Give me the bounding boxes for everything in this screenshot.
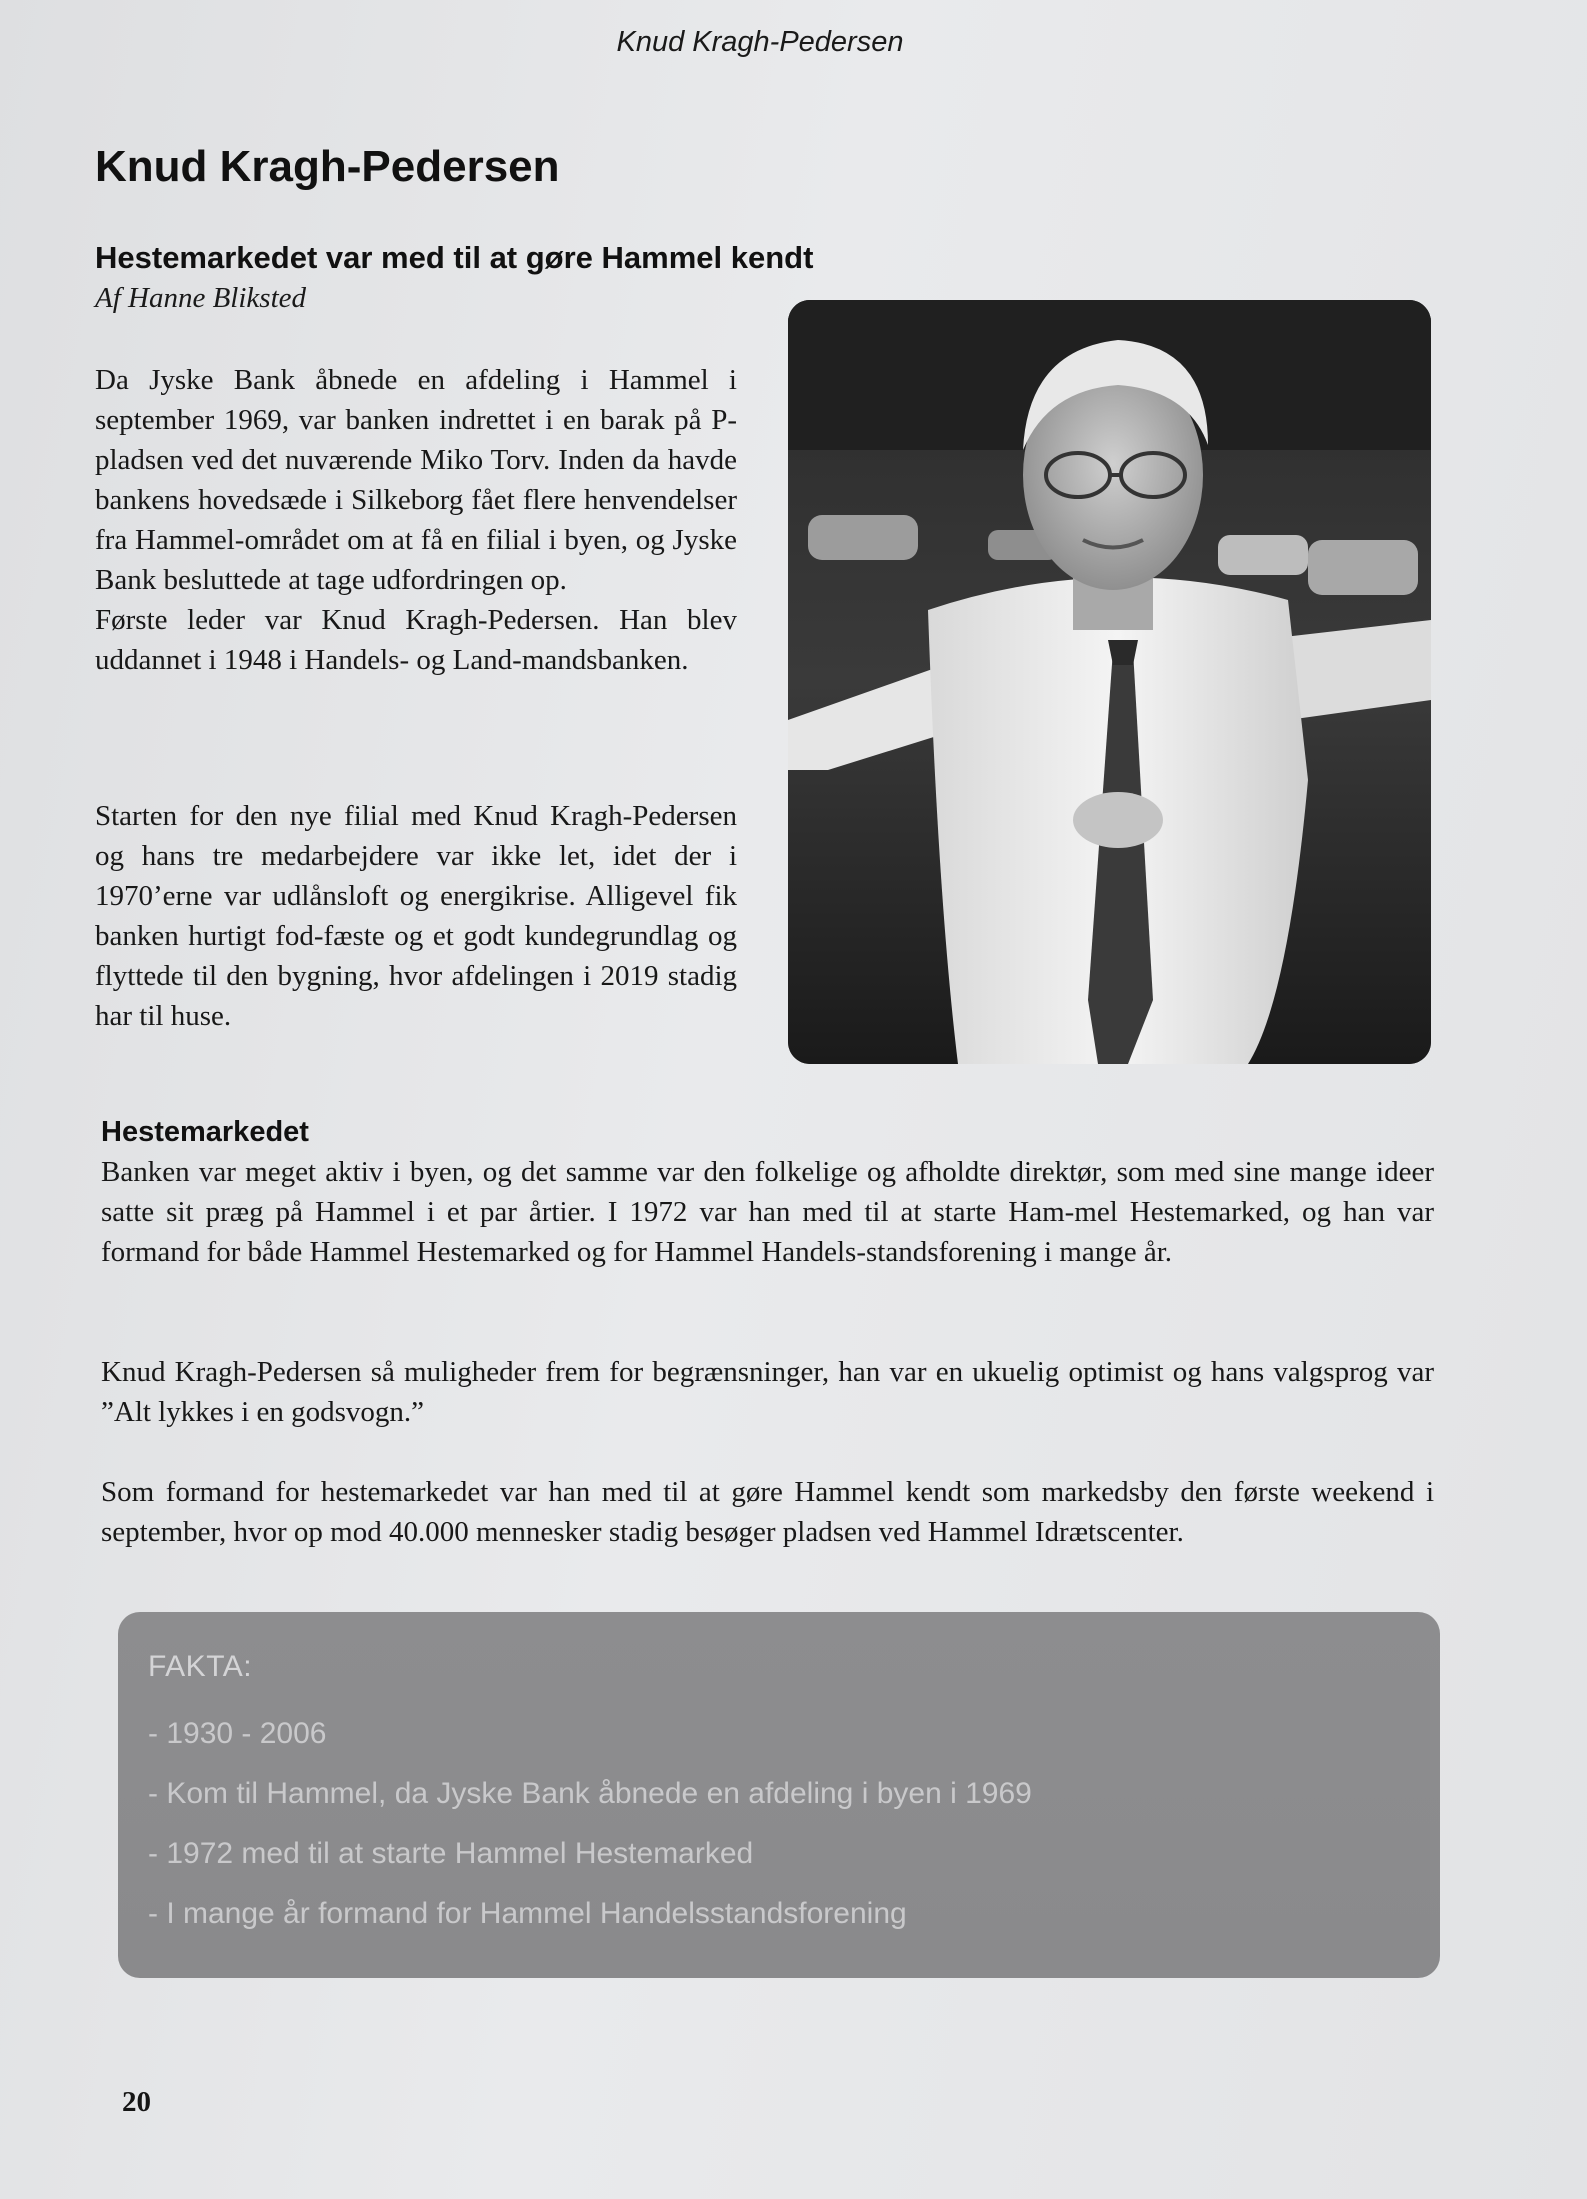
fakta-item: - I mange år formand for Hammel Handelsstandsforening <box>148 1897 907 1930</box>
page-title: Knud Kragh-Pedersen <box>95 142 560 191</box>
fakta-item: - 1972 med til at starte Hammel Hestemarked <box>148 1837 754 1870</box>
intro-block <box>95 360 737 680</box>
formand-paragraph: Som formand for hestemarkedet var han med til at gøre Hammel kendt som markedsby den første weekend i september, hvor op mod 40.000 mennesker stadig besøger pladsen ved Hammel Idrætscenter. <box>101 1476 1434 1548</box>
article-subtitle: Hestemarkedet var med til at gøre Hammel kendt <box>95 240 814 275</box>
fakta-item: - 1930 - 2006 <box>148 1717 327 1750</box>
fakta-label: FAKTA: <box>148 1650 253 1683</box>
running-head: Knud Kragh-Pedersen <box>616 26 904 58</box>
portrait-photo <box>788 300 1431 1064</box>
portrait-illustration <box>788 300 1431 1064</box>
optimist-paragraph: Knud Kragh-Pedersen så muligheder frem for begrænsninger, han var en ukuelig optimist og hans valgsprog var ”Alt lykkes i en godsvogn.” <box>101 1356 1434 1428</box>
page-number: 20 <box>122 2086 151 2118</box>
section-heading: Hestemarkedet <box>101 1116 309 1148</box>
bank-paragraph: Banken var meget aktiv i byen, og det samme var den folkelige og afholdte direktør, som med sine mange ideer satte sit præg på Hammel i et par årtier. I 1972 var han med til at starte Ham-mel Hestemarked, og han var formand for både Hammel Hestemarked og for Hammel Handels-standsforening i mange år. <box>101 1156 1434 1268</box>
byline: Af Hanne Bliksted <box>95 282 307 314</box>
start-paragraph: Starten for den nye filial med Knud Kragh-Pedersen og hans tre medarbejdere var ikke let, idet der i 1970’erne var udlånsloft og energikrise. Alligevel fik banken hurtigt fod-fæste og et godt kundegrundlag og flyttede til den bygning, hvor afdelingen i 2019 stadig har til huse. <box>95 800 737 1032</box>
leader-paragraph: Første leder var Knud Kragh-Pedersen. Han blev uddannet i 1948 i Handels- og Land-mandsbanken. <box>95 604 737 676</box>
intro-paragraph: Da Jyske Bank åbnede en afdeling i Hammel i september 1969, var banken indrettet i en barak på P-pladsen ved det nuværende Miko Torv. Inden da havde bankens hovedsæde i Silkeborg fået flere henvendelser fra Hammel-området om at få en filial i byen, og Jyske Bank besluttede at tage udfordringen op. <box>95 364 737 596</box>
fakta-item: - Kom til Hammel, da Jyske Bank åbnede en afdeling i byen i 1969 <box>148 1777 1032 1810</box>
fakta-box <box>118 1612 1440 1978</box>
